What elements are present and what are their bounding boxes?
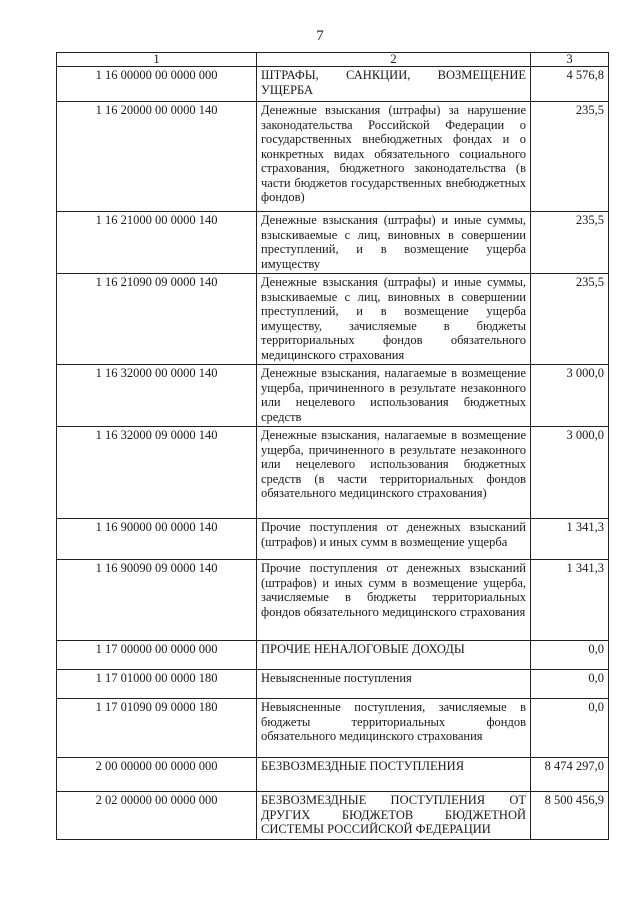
revenue-description: Денежные взыскания, налагаемые в возмещение ущерба, причиненного в результате незаконного или нецелевого использования бюджетных средств (в части территориальных фондов обязательного медицинского страхования) xyxy=(257,427,531,519)
revenue-description: БЕЗВОЗМЕЗДНЫЕ ПОСТУПЛЕНИЯ ОТ ДРУГИХ БЮДЖЕТОВ БЮДЖЕТНОЙ СИСТЕМЫ РОССИЙСКОЙ ФЕДЕРАЦИИ xyxy=(257,792,531,840)
revenue-code: 2 00 00000 00 0000 000 xyxy=(57,758,257,792)
revenue-description: Невыясненные поступления, зачисляемые в бюджеты территориальных фондов обязательного медицинского страхования xyxy=(257,699,531,758)
revenue-code: 2 02 00000 00 0000 000 xyxy=(57,792,257,840)
revenue-code: 1 17 00000 00 0000 000 xyxy=(57,641,257,670)
revenue-description: Денежные взыскания (штрафы) и иные суммы, взыскиваемые с лиц, виновных в совершении преступлений, и в возмещение ущерба имуществу, зачисляемые в бюджеты территориальных фондов обязательного медицинского страхования xyxy=(257,274,531,365)
revenue-description: Денежные взыскания, налагаемые в возмещение ущерба, причиненного в результате незаконного или нецелевого использования бюджетных средств xyxy=(257,365,531,427)
revenue-amount: 8 500 456,9 xyxy=(531,792,609,840)
revenue-amount: 235,5 xyxy=(531,274,609,365)
table-row xyxy=(57,212,609,274)
revenue-description: ПРОЧИЕ НЕНАЛОГОВЫЕ ДОХОДЫ xyxy=(257,641,531,670)
revenue-amount: 0,0 xyxy=(531,699,609,758)
column-header-2: 2 xyxy=(257,53,531,67)
revenue-amount: 235,5 xyxy=(531,102,609,212)
revenue-amount: 0,0 xyxy=(531,670,609,699)
revenue-code: 1 16 00000 00 0000 000 xyxy=(57,67,257,102)
table-row xyxy=(57,274,609,365)
revenue-amount: 235,5 xyxy=(531,212,609,274)
table-row xyxy=(57,560,609,641)
revenue-description: Денежные взыскания (штрафы) и иные суммы, взыскиваемые с лиц, виновных в совершении преступлений, и в возмещение ущерба имуществу xyxy=(257,212,531,274)
revenue-amount: 3 000,0 xyxy=(531,365,609,427)
revenue-amount: 3 000,0 xyxy=(531,427,609,519)
revenue-amount: 4 576,8 xyxy=(531,67,609,102)
column-header-3: 3 xyxy=(531,53,609,67)
revenue-description: Прочие поступления от денежных взысканий (штрафов) и иных сумм в возмещение ущерба xyxy=(257,519,531,560)
revenue-amount: 0,0 xyxy=(531,641,609,670)
table-row xyxy=(57,102,609,212)
table-header-row xyxy=(57,53,609,67)
budget-revenue-table xyxy=(56,52,609,840)
revenue-description: Денежные взыскания (штрафы) за нарушение законодательства Российской Федерации о государственных внебюджетных фондах и о конкретных видах обязательного социального страхования, бюджетного законодательства (в части бюджетов государственных внебюджетных фондов) xyxy=(257,102,531,212)
table-row xyxy=(57,365,609,427)
revenue-code: 1 16 32000 00 0000 140 xyxy=(57,365,257,427)
column-header-1: 1 xyxy=(57,53,257,67)
revenue-code: 1 16 21090 09 0000 140 xyxy=(57,274,257,365)
revenue-code: 1 16 20000 00 0000 140 xyxy=(57,102,257,212)
revenue-description: ШТРАФЫ, САНКЦИИ, ВОЗМЕЩЕНИЕ УЩЕРБА xyxy=(257,67,531,102)
table-row xyxy=(57,427,609,519)
revenue-amount: 1 341,3 xyxy=(531,519,609,560)
revenue-code: 1 16 32000 09 0000 140 xyxy=(57,427,257,519)
table-row xyxy=(57,758,609,792)
table-row xyxy=(57,67,609,102)
revenue-code: 1 17 01090 09 0000 180 xyxy=(57,699,257,758)
revenue-code: 1 17 01000 00 0000 180 xyxy=(57,670,257,699)
revenue-amount: 1 341,3 xyxy=(531,560,609,641)
revenue-description: Прочие поступления от денежных взысканий (штрафов) и иных сумм в возмещение ущерба, зачисляемые в бюджеты территориальных фондов обязательного медицинского страхования xyxy=(257,560,531,641)
revenue-code: 1 16 90090 09 0000 140 xyxy=(57,560,257,641)
table-row xyxy=(57,792,609,840)
page-number: 7 xyxy=(316,28,324,44)
table-row xyxy=(57,641,609,670)
revenue-description: Невыясненные поступления xyxy=(257,670,531,699)
table-row xyxy=(57,519,609,560)
revenue-code: 1 16 21000 00 0000 140 xyxy=(57,212,257,274)
table-row xyxy=(57,699,609,758)
table-row xyxy=(57,670,609,699)
revenue-amount: 8 474 297,0 xyxy=(531,758,609,792)
revenue-code: 1 16 90000 00 0000 140 xyxy=(57,519,257,560)
revenue-description: БЕЗВОЗМЕЗДНЫЕ ПОСТУПЛЕНИЯ xyxy=(257,758,531,792)
